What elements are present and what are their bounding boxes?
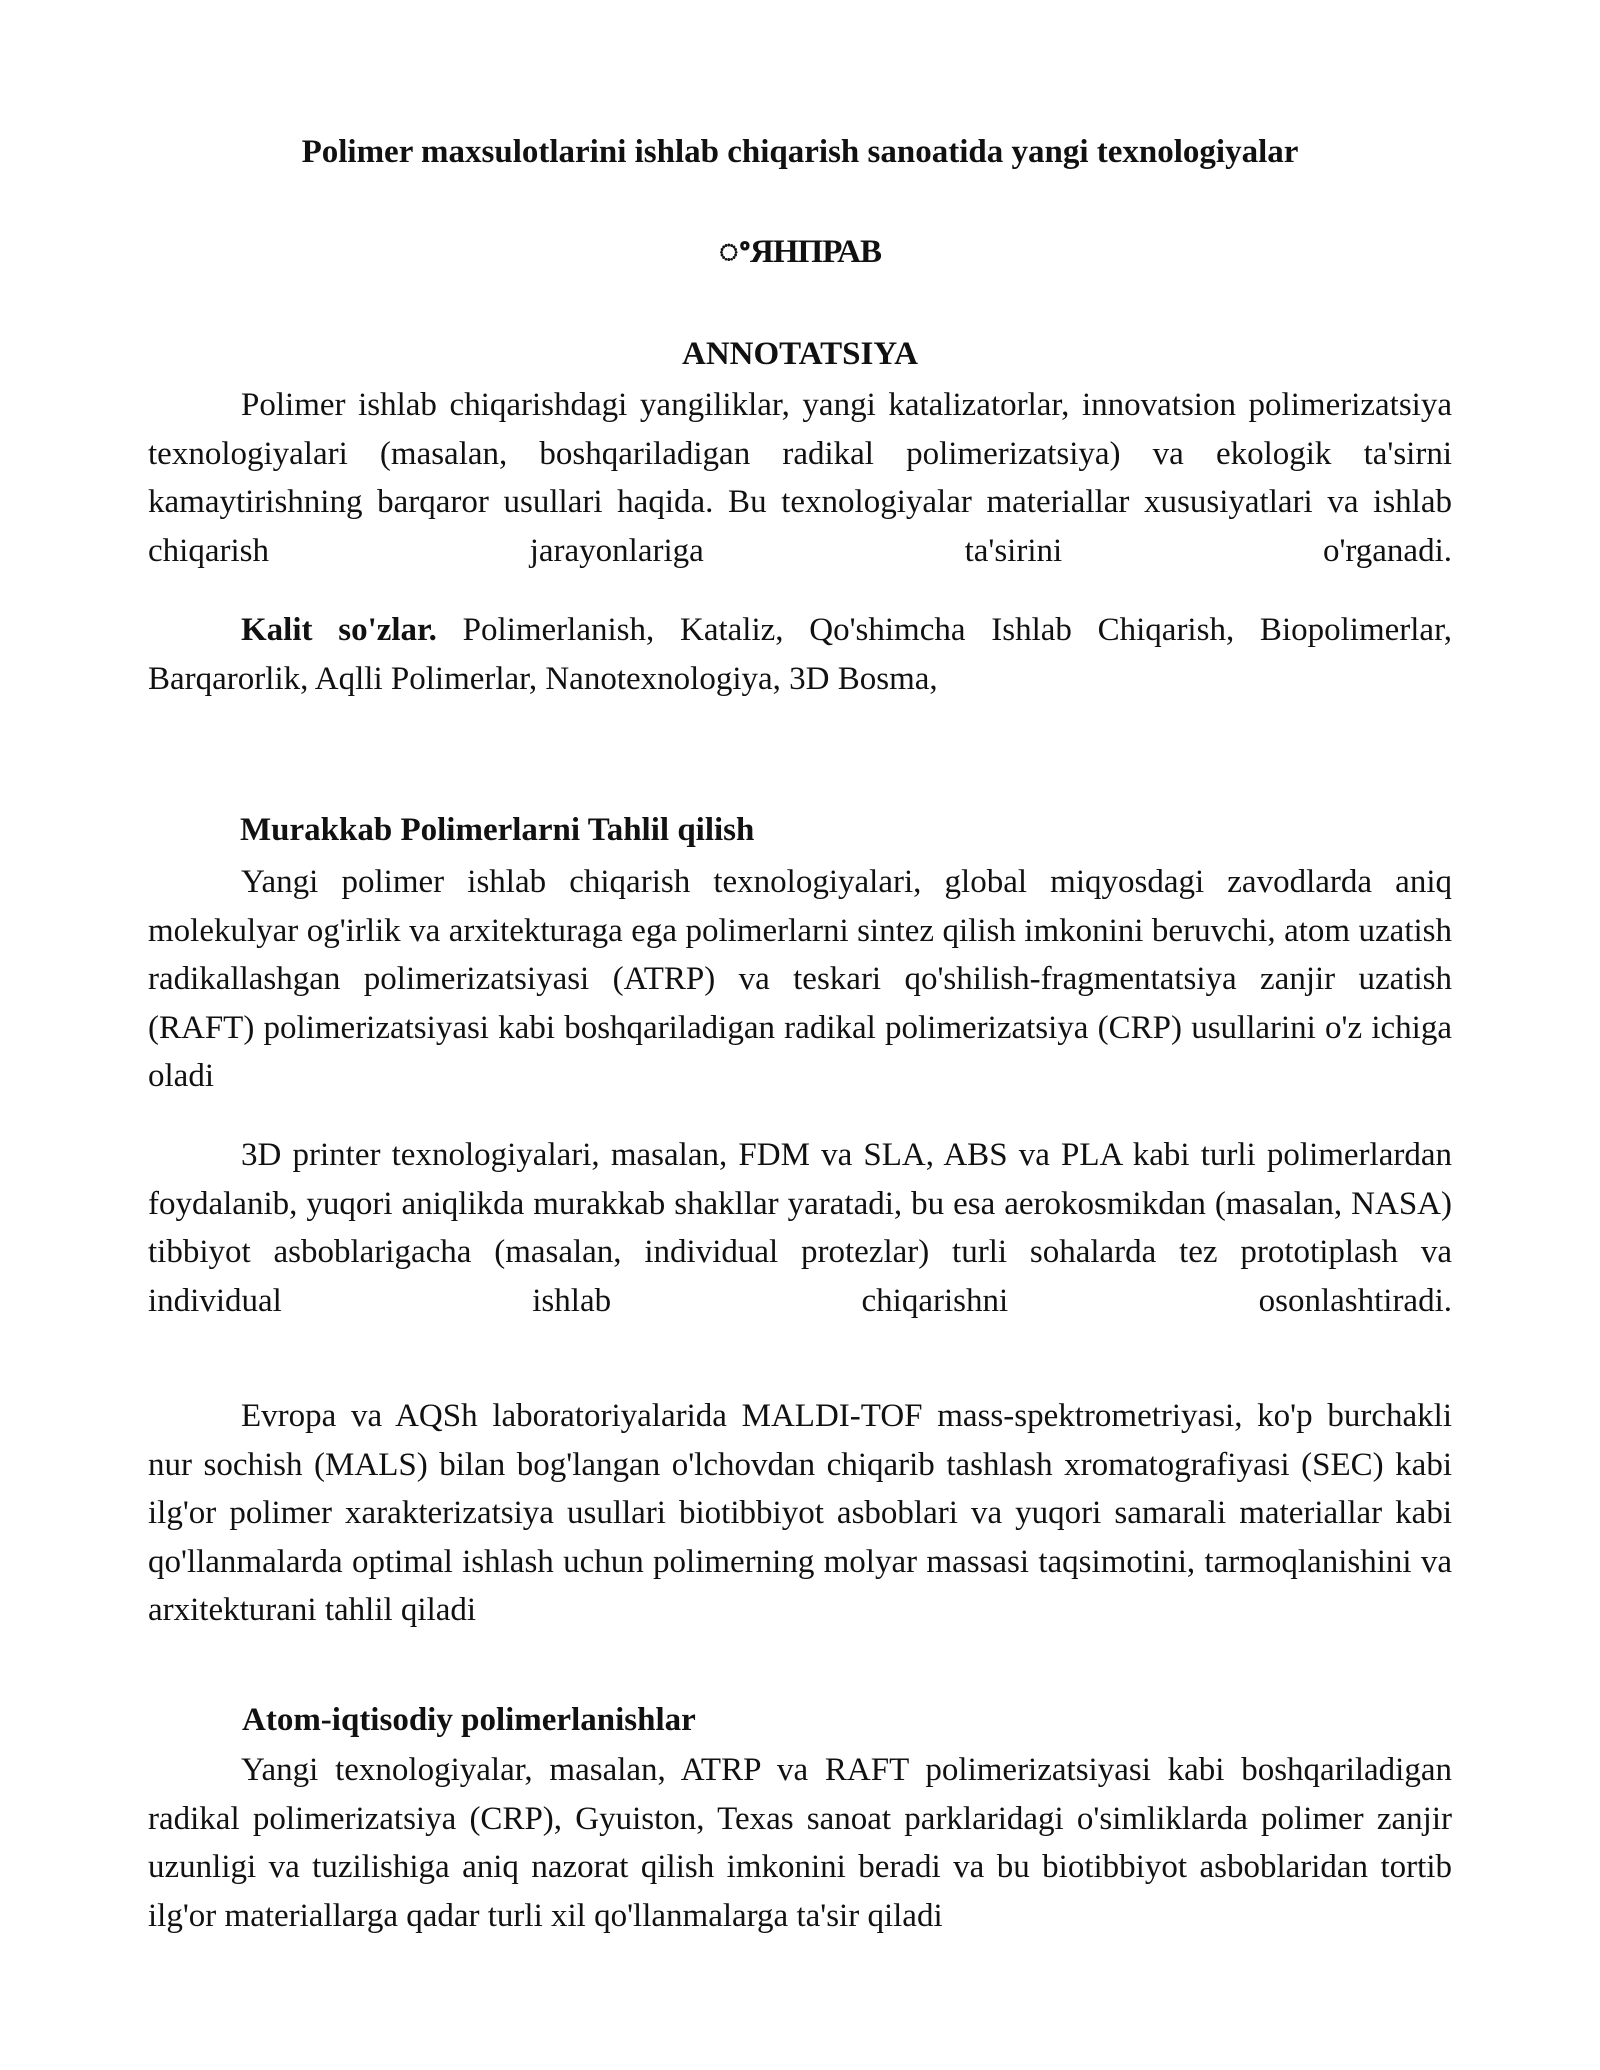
section1-paragraph-3: Evropa va AQSh laboratoriyalarida MALDI-TOF mass-spektrometriyasi, ko'p burchakli nur sochish (MALS) bilan bog'langan o'lchovdan chiqarib tashlash xromatografiyasi (SEC) kabi ilg'or polimer xarakterizatsiya usullari biotibbiyot asboblari va yuqori samarali materiallar kabi qo'llanmalarda optimal ishlash uchun polimerning molyar massasi taqsimotini, tarmoqlanishini va arxitekturani tahlil qiladi [148, 1398, 1452, 1628]
section-heading-analysis: Murakkab Polimerlarni Tahlil qilish [240, 812, 755, 848]
section2-paragraph-1: Yangi texnologiyalar, masalan, ATRP va RAFT polimerizatsiyasi kabi boshqariladigan radikal polimerizatsiya (CRP), Gyuiston, Texas sanoat parklaridagi o'simliklarda polimer zanjir uzunligi va tuzilishiga aniq nazorat qilish imkonini beradi va bu biotibbiyot asboblaridan tortib ilg'or materiallarga qadar turli xil qo'llanmalarga ta'sir qiladi [148, 1752, 1452, 1934]
annotation-paragraph: Polimer ishlab chiqarishdagi yangiliklar, yangi katalizatorlar, innovatsion polimerizatsiya texnologiyalari (masalan, boshqariladigan radikal polimerizatsiya) va ekologik ta'sirni kamaytirishning barqaror usullari haqida. Bu texnologiyalar materiallar xususiyatlari va ishlab chiqarish jarayonlariga ta'sirini o'rganadi. [148, 387, 1452, 569]
document-title: Polimer maxsulotlarini ishlab chiqarish sanoatida yangi texnologiyalar [301, 134, 1299, 170]
keywords-paragraph [148, 606, 1452, 703]
garbled-text-line: ꢀЯНПРАВ [719, 234, 881, 270]
section1-paragraph-2: 3D printer texnologiyalari, masalan, FDM va SLA, ABS va PLA kabi turli polimerlardan foydalanib, yuqori aniqlikda murakkab shakllar yaratadi, bu esa aerokosmikdan (masalan, NASA) tibbiyot asboblarigacha (masalan, individual protezlar) turli sohalarda tez prototiplash va individual ishlab chiqarishni osonlashtiradi. [148, 1137, 1452, 1319]
document-page [148, 0, 1452, 2070]
section1-paragraph-1: Yangi polimer ishlab chiqarish texnologiyalari, global miqyosdagi zavodlarda aniq molekulyar og'irlik va arxitekturaga ega polimerlarni sintez qilish imkonini beruvchi, atom uzatish radikallashgan polimerizatsiyasi (ATRP) va teskari qo'shilish-fragmentatsiya zanjir uzatish (RAFT) polimerizatsiyasi kabi boshqariladigan radikal polimerizatsiya (CRP) usullarini o'z ichiga oladi [148, 864, 1452, 1094]
keywords-list: Polimerlanish, Kataliz, Qo'shimcha Ishlab Chiqarish, Biopolimerlar, Barqarorlik, Aqlli Polimerlar, Nanotexnologiya, 3D Bosma, [148, 612, 1452, 697]
keywords-label: Kalit so'zlar. [241, 612, 437, 648]
section-heading-atom-economy: Atom-iqtisodiy polimerlanishlar [242, 1702, 696, 1738]
annotation-heading: ANNOTATSIYA [682, 336, 918, 372]
